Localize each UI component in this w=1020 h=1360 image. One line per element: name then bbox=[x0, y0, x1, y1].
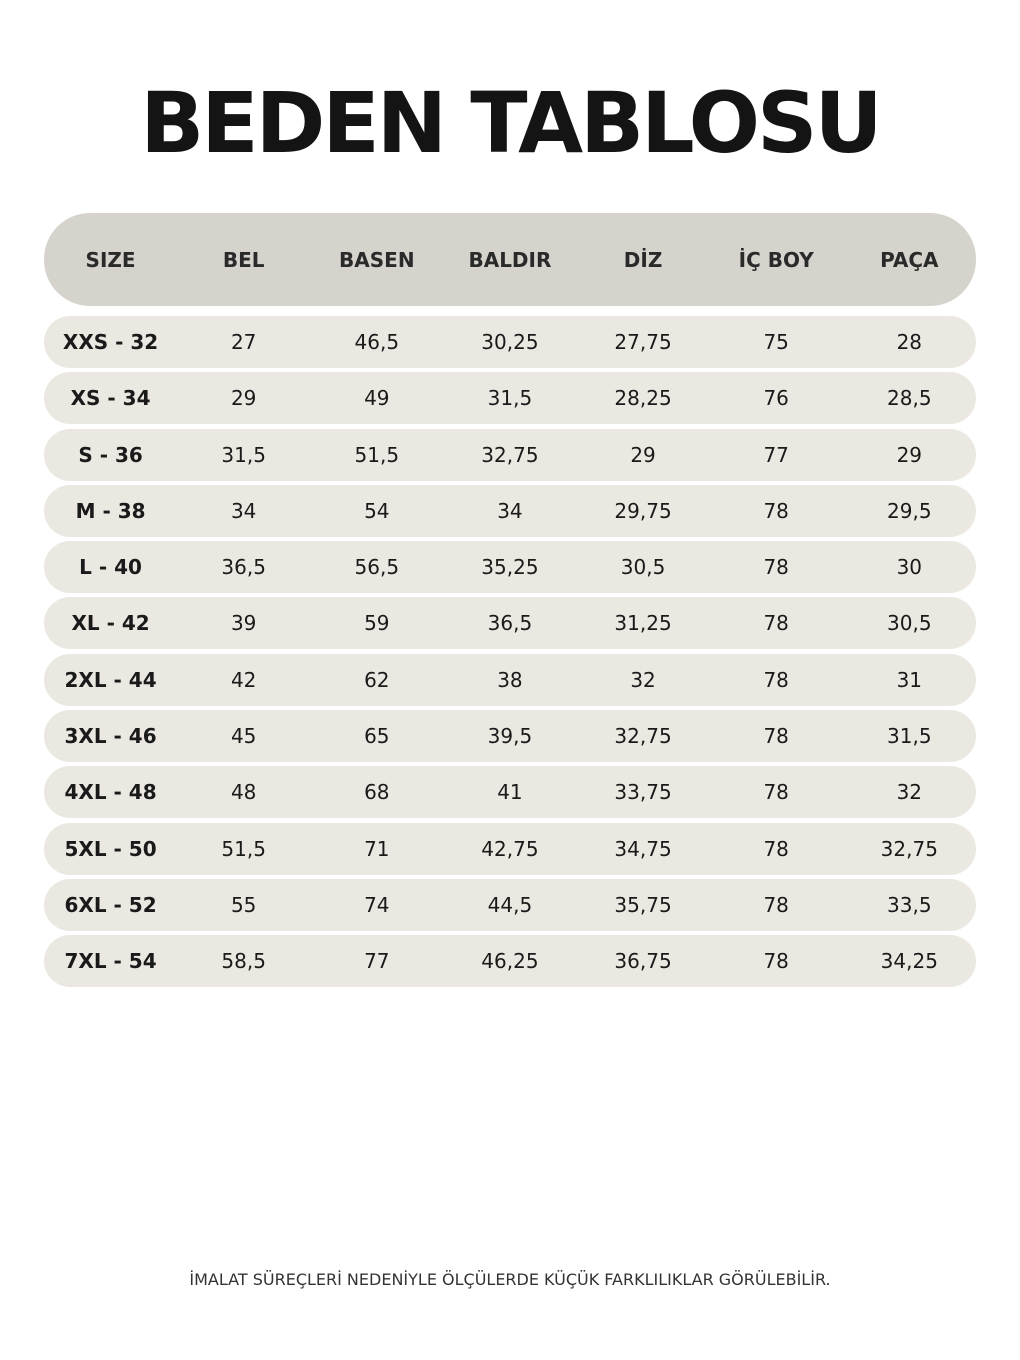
table-row bbox=[44, 879, 976, 931]
cell-paca: 30,5 bbox=[887, 611, 932, 636]
cell-paca: 29 bbox=[896, 442, 923, 467]
cell-diz: 35,75 bbox=[614, 892, 672, 917]
cell-bel: 48 bbox=[230, 780, 257, 805]
cell-paca: 32 bbox=[896, 780, 923, 805]
cell-baldir: 38 bbox=[497, 667, 523, 692]
cell-basen: 51,5 bbox=[354, 442, 400, 467]
cell-diz: 30,5 bbox=[620, 555, 666, 580]
cell-size: M - 38 bbox=[75, 498, 146, 523]
cell-size: 6XL - 52 bbox=[64, 892, 157, 917]
table-row bbox=[44, 710, 976, 762]
cell-baldir: 34 bbox=[497, 498, 523, 523]
cell-paca: 29,5 bbox=[887, 498, 932, 523]
cell-paca: 31 bbox=[896, 667, 923, 692]
cell-bel: 36,5 bbox=[221, 555, 266, 580]
cell-size: XL - 42 bbox=[71, 611, 150, 636]
cell-paca: 28 bbox=[896, 330, 923, 354]
cell-diz: 29 bbox=[630, 442, 656, 467]
cell-diz: 32 bbox=[630, 667, 656, 692]
cell-diz: 31,25 bbox=[614, 611, 672, 636]
cell-baldir: 44,5 bbox=[487, 892, 533, 917]
table-row bbox=[44, 597, 976, 649]
cell-diz: 33,75 bbox=[614, 780, 672, 805]
cell-bel: 34 bbox=[230, 498, 257, 523]
cell-ic-boy: 78 bbox=[763, 611, 789, 636]
header-diz: DİZ bbox=[623, 247, 663, 272]
header-basen: BASEN bbox=[339, 247, 415, 272]
cell-size: 5XL - 50 bbox=[64, 836, 157, 861]
header-ic-boy: İÇ BOY bbox=[738, 247, 814, 272]
cell-basen: 71 bbox=[364, 836, 390, 861]
cell-paca: 30 bbox=[896, 555, 923, 580]
header-baldir: BALDIR bbox=[468, 247, 552, 272]
cell-basen: 59 bbox=[364, 611, 390, 636]
cell-bel: 27 bbox=[230, 330, 257, 354]
table-row bbox=[44, 654, 976, 706]
table-row bbox=[44, 766, 976, 818]
cell-bel: 39 bbox=[230, 611, 257, 636]
cell-diz: 29,75 bbox=[614, 498, 672, 523]
table-row bbox=[44, 316, 976, 368]
table-row bbox=[44, 372, 976, 424]
table-body bbox=[44, 316, 976, 992]
header-bel: BEL bbox=[222, 247, 265, 272]
cell-size: L - 40 bbox=[79, 555, 142, 580]
cell-baldir: 46,25 bbox=[481, 949, 539, 974]
cell-diz: 32,75 bbox=[614, 724, 672, 749]
cell-baldir: 41 bbox=[497, 780, 523, 805]
cell-ic-boy: 78 bbox=[763, 892, 789, 917]
cell-ic-boy: 76 bbox=[763, 386, 789, 411]
cell-size: 3XL - 46 bbox=[64, 724, 157, 749]
table-row bbox=[44, 541, 976, 593]
cell-basen: 62 bbox=[364, 667, 390, 692]
cell-diz: 27,75 bbox=[614, 330, 672, 354]
cell-ic-boy: 78 bbox=[763, 949, 789, 974]
header-size: SIZE bbox=[85, 247, 136, 272]
cell-basen: 68 bbox=[364, 780, 390, 805]
cell-ic-boy: 78 bbox=[763, 498, 789, 523]
cell-basen: 54 bbox=[364, 498, 390, 523]
cell-baldir: 35,25 bbox=[481, 555, 539, 580]
cell-size: 4XL - 48 bbox=[64, 780, 157, 805]
cell-baldir: 36,5 bbox=[487, 611, 533, 636]
cell-ic-boy: 78 bbox=[763, 667, 789, 692]
cell-ic-boy: 78 bbox=[763, 780, 789, 805]
cell-bel: 42 bbox=[230, 667, 257, 692]
cell-paca: 31,5 bbox=[887, 724, 932, 749]
cell-basen: 49 bbox=[364, 386, 390, 411]
cell-bel: 55 bbox=[230, 892, 257, 917]
cell-bel: 45 bbox=[230, 724, 257, 749]
table-header bbox=[44, 213, 976, 306]
cell-bel: 29 bbox=[230, 386, 257, 411]
table-row bbox=[44, 485, 976, 537]
cell-paca: 34,25 bbox=[880, 949, 938, 974]
cell-paca: 28,5 bbox=[887, 386, 932, 411]
cell-paca: 33,5 bbox=[887, 892, 932, 917]
cell-bel: 31,5 bbox=[221, 442, 266, 467]
cell-basen: 74 bbox=[364, 892, 390, 917]
cell-basen: 46,5 bbox=[354, 330, 400, 354]
cell-paca: 32,75 bbox=[880, 836, 938, 861]
cell-baldir: 30,25 bbox=[481, 330, 539, 354]
cell-baldir: 32,75 bbox=[481, 442, 539, 467]
footnote: İMALAT SÜREÇLERİ NEDENİYLE ÖLÇÜLERDE KÜÇÜK FARKLILIKLAR GÖRÜLEBİLİR. bbox=[189, 1270, 831, 1289]
cell-ic-boy: 78 bbox=[763, 724, 789, 749]
cell-bel: 58,5 bbox=[221, 949, 266, 974]
cell-size: 7XL - 54 bbox=[64, 949, 157, 974]
page-title: BEDEN TABLOSU bbox=[140, 74, 880, 172]
table-row bbox=[44, 935, 976, 987]
cell-diz: 36,75 bbox=[614, 949, 672, 974]
cell-baldir: 39,5 bbox=[487, 724, 533, 749]
table-row bbox=[44, 429, 976, 481]
cell-ic-boy: 78 bbox=[763, 555, 789, 580]
cell-diz: 34,75 bbox=[614, 836, 672, 861]
cell-size: XXS - 32 bbox=[62, 330, 159, 354]
table-row bbox=[44, 823, 976, 875]
cell-size: S - 36 bbox=[78, 442, 143, 467]
header-paca: PAÇA bbox=[880, 247, 939, 272]
cell-basen: 77 bbox=[364, 949, 390, 974]
cell-basen: 56,5 bbox=[354, 555, 400, 580]
cell-baldir: 31,5 bbox=[487, 386, 533, 411]
cell-ic-boy: 78 bbox=[763, 836, 789, 861]
cell-basen: 65 bbox=[364, 724, 390, 749]
cell-ic-boy: 77 bbox=[763, 442, 789, 467]
cell-size: 2XL - 44 bbox=[64, 667, 157, 692]
cell-baldir: 42,75 bbox=[481, 836, 539, 861]
cell-bel: 51,5 bbox=[221, 836, 266, 861]
cell-diz: 28,25 bbox=[614, 386, 672, 411]
cell-ic-boy: 75 bbox=[763, 330, 789, 354]
cell-size: XS - 34 bbox=[70, 386, 151, 411]
